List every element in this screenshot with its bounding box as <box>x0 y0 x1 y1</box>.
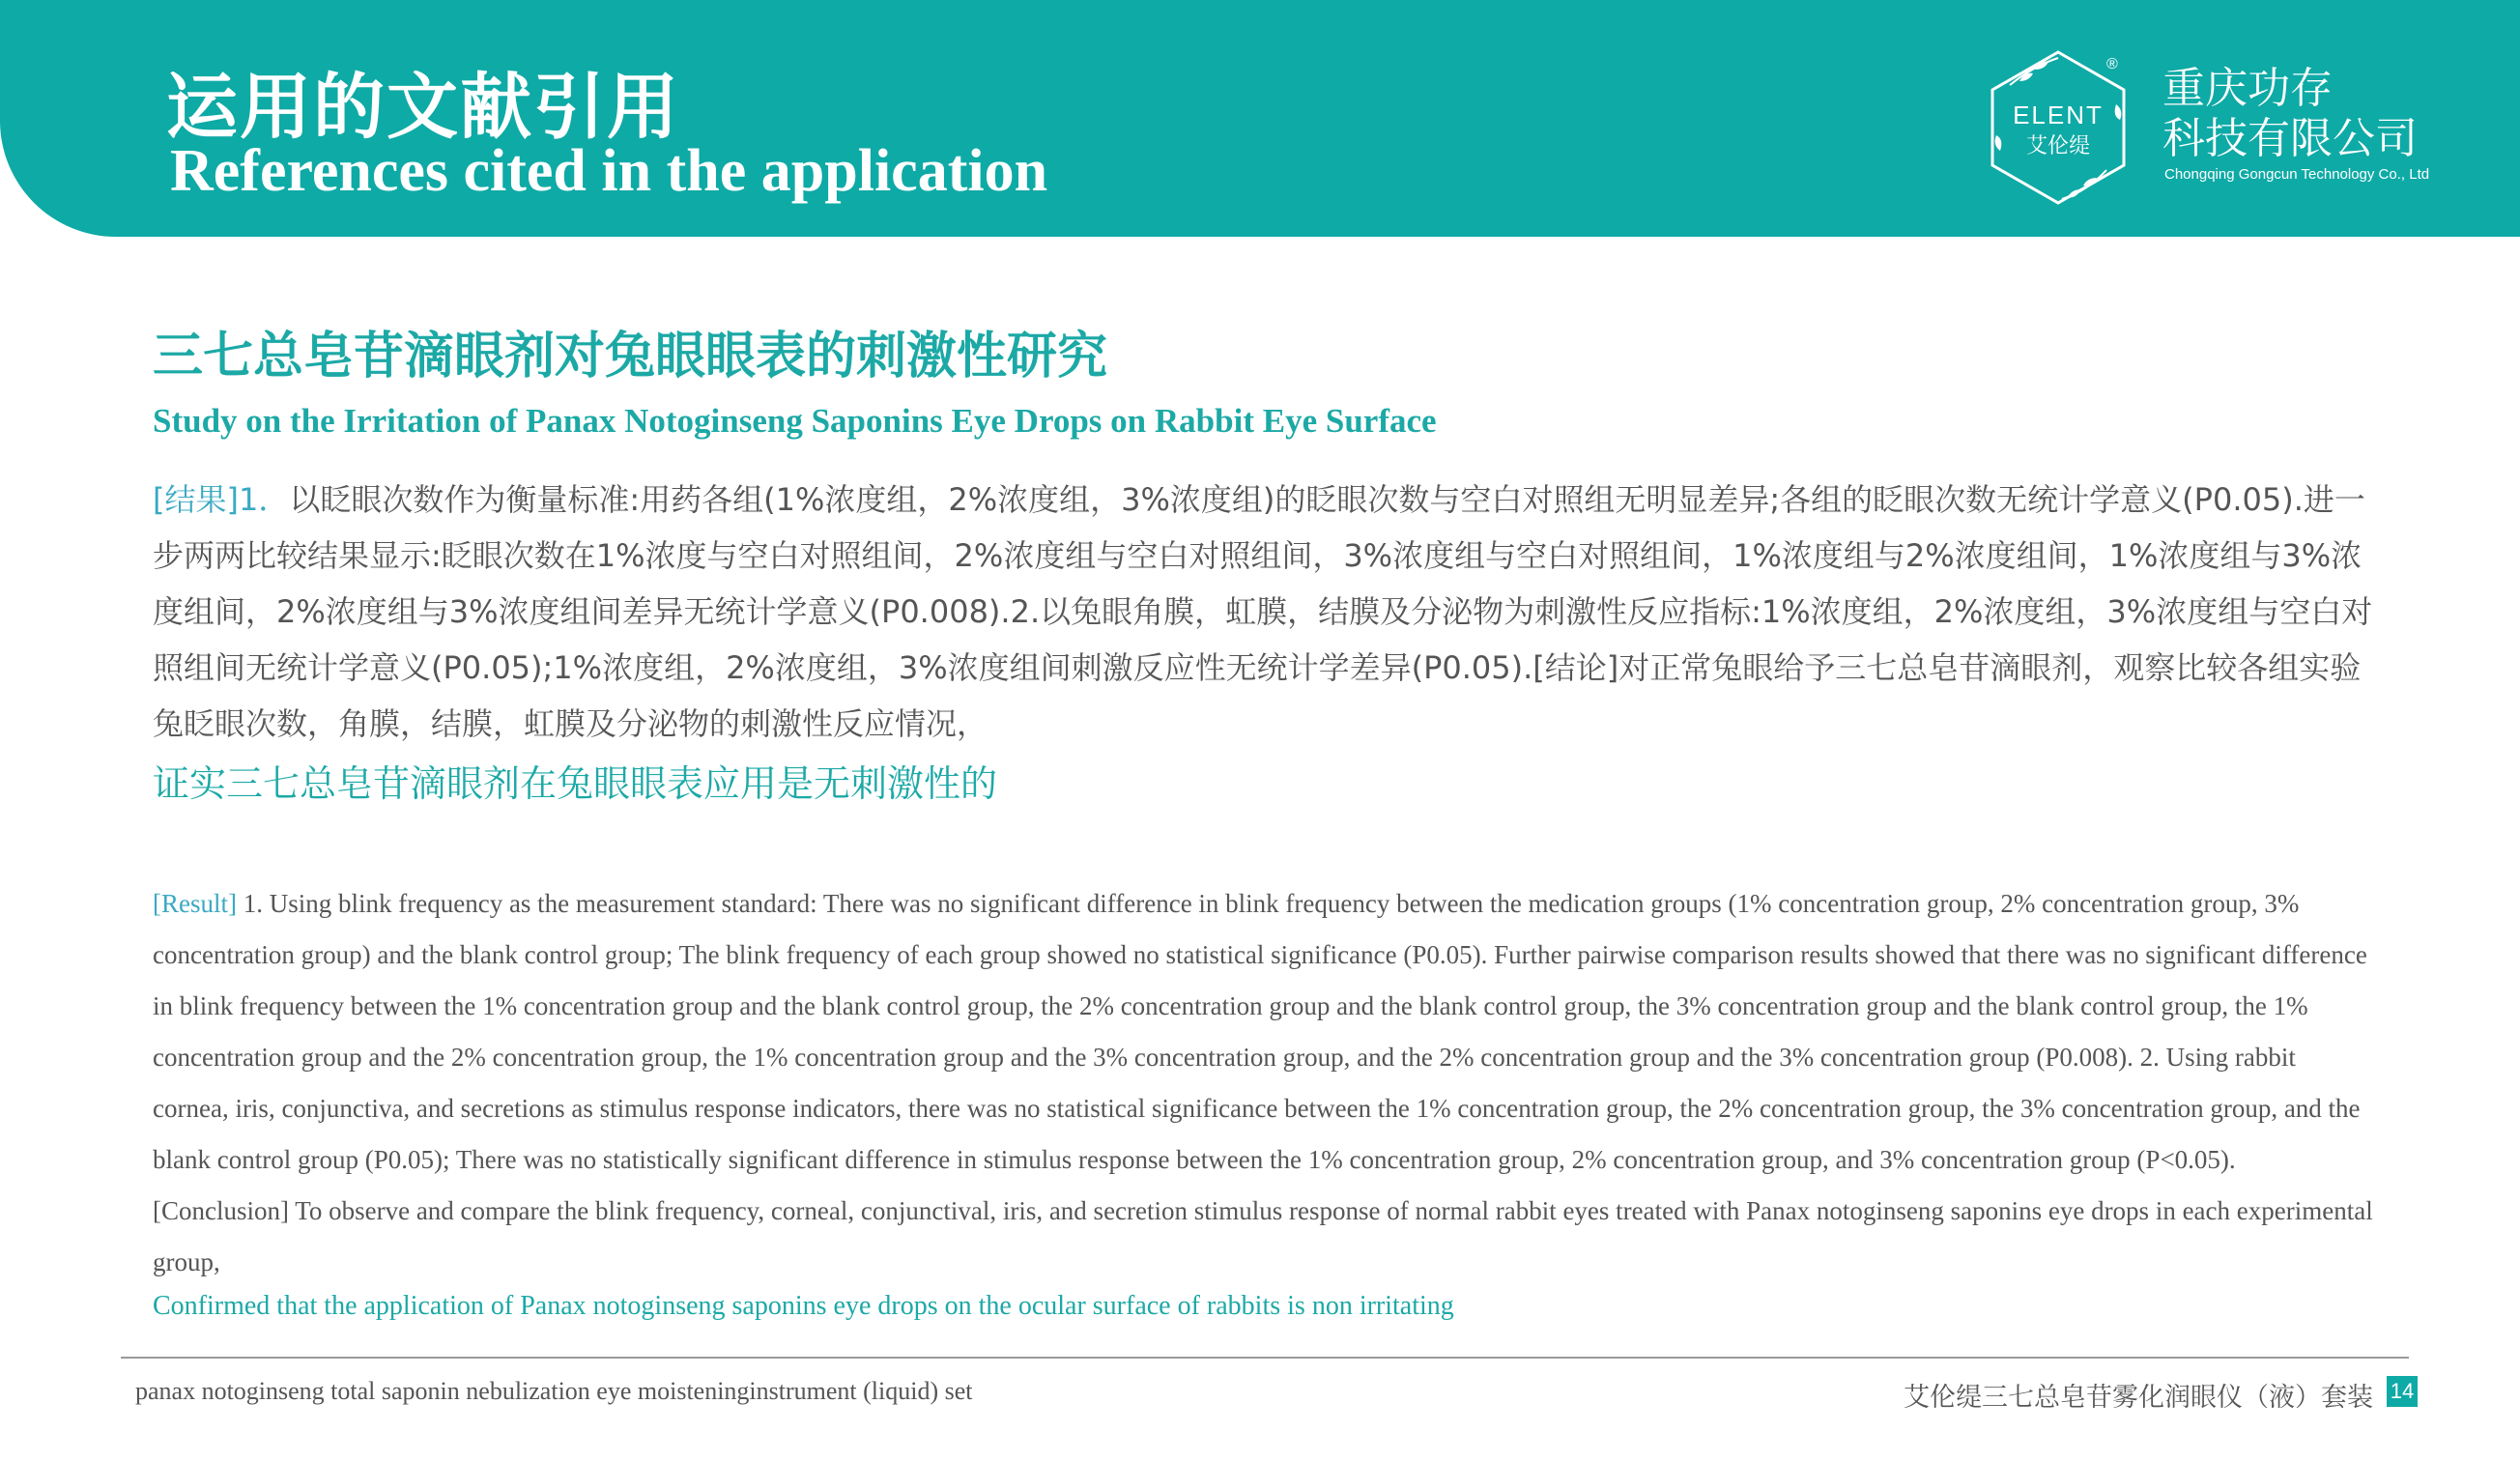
page-title-en: References cited in the application <box>170 138 1048 204</box>
footer-product-name-en: panax notoginseng total saponin nebulization eye moisteninginstrument (liquid) set <box>135 1377 973 1405</box>
company-name-en: Chongqing Gongcun Technology Co., Ltd <box>2164 166 2430 183</box>
result-text-en: 1. Using blink frequency as the measurement standard: There was no significant difference in blink frequency between the medication groups (1% concentration group, 2% concentration group, 3% concentration group) and the blank control group; The blink frequency of each group showed no statistical significance (P0.05). Further pairwise comparison results showed that there was no significant difference in blink frequency between the 1% concentration group and the blank control group, the 2% concentration group and the blank control group, the 3% concentration group and the blank control group, the 1% concentration group and the 2% concentration group, the 1% concentration group and the 3% concentration group, and the 2% concentration group and the 3% concentration group (P0.008). 2. Using rabbit cornea, iris, conjunctiva, and secretions as stimulus response indicators, there was no statistical significance between the 1% concentration group, the 2% concentration group, the 3% concentration group, and the blank control group (P0.05); There was no statistically significant difference in stimulus response between the 1% concentration group, 2% concentration group, and 3% concentration group (P<0.05). [Conclusion] To observe and compare the blink frequency, corneal, conjunctival, iris, and secretion stimulus response of normal rabbit eyes treated with Panax notoginseng saponins eye drops in each experimental group, <box>153 889 2373 1276</box>
header-banner <box>0 0 2520 237</box>
conclusion-cn: 证实三七总皂苷滴眼剂在兔眼眼表应用是无刺激性的 <box>153 762 998 805</box>
logo-text-bottom: 艾伦缇 <box>2025 134 2091 158</box>
company-name-cn-line2: 科技有限公司 <box>2162 114 2418 163</box>
footer-product-name-cn: 艾伦缇三七总皂苷雾化润眼仪（液）套装 <box>1904 1383 2373 1413</box>
company-name-cn <box>2162 64 2418 164</box>
result-label-en: [Result] <box>153 889 237 918</box>
page-title-cn: 运用的文献引用 <box>166 66 680 149</box>
registered-mark: ® <box>2106 56 2118 72</box>
logo-text-top: ELENT <box>2013 100 2104 129</box>
result-label-cn: [结果]1． <box>153 481 290 518</box>
study-title-en: Study on the Irritation of Panax Notoginseng Saponins Eye Drops on Rabbit Eye Surface <box>153 402 1437 440</box>
result-text-cn: 以眨眼次数作为衡量标准:用药各组(1%浓度组，2%浓度组，3%浓度组)的眨眼次数与空白对照组无明显差异;各组的眨眼次数无统计学意义(P0.05).进一步两两比较结果显示:眨眼次数在1%浓度与空白对照组间，2%浓度组与空白对照组间，3%浓度组与空白对照组间，1%浓度组与2%浓度组间，1%浓度组与3%浓度组间，2%浓度组与3%浓度组间差异无统计学意义(P0.008).2.以兔眼角膜，虹膜，结膜及分泌物为刺激性反应指标:1%浓度组，2%浓度组，3%浓度组与空白对照组间无统计学意义(P0.05);1%浓度组，2%浓度组，3%浓度组间刺激反应性无统计学差异(P0.05).[结论]对正常兔眼给予三七总皂苷滴眼剂，观察比较各组实验兔眨眼次数，角膜，结膜，虹膜及分泌物的刺激性反应情况， <box>153 481 2373 742</box>
page-number-badge: 14 <box>2387 1376 2418 1407</box>
result-paragraph-en <box>153 878 2375 1288</box>
company-name-cn-line1: 重庆功存 <box>2162 64 2333 113</box>
conclusion-en: Confirmed that the application of Panax notoginseng saponins eye drops on the ocular surface of rabbits is non irritating <box>153 1291 1454 1321</box>
study-title-cn: 三七总皂苷滴眼剂对兔眼眼表的刺激性研究 <box>153 328 1108 386</box>
footer-divider <box>121 1357 2409 1359</box>
result-paragraph-cn <box>153 472 2375 752</box>
